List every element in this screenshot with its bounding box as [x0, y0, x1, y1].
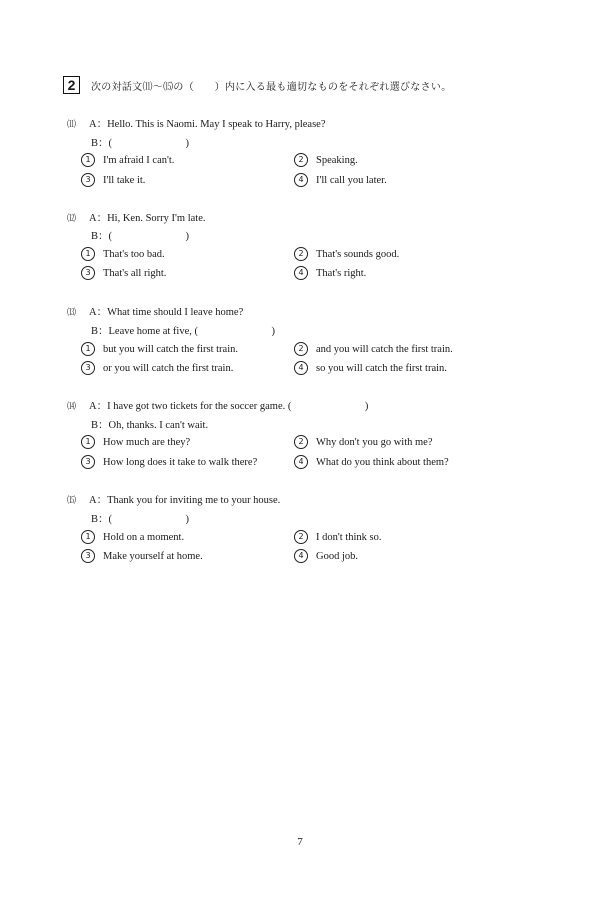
circled-number-icon: 4	[294, 173, 308, 187]
option-1	[81, 342, 238, 356]
option-text: I'll call you later.	[316, 175, 387, 186]
dialogue-line-b: B：( )	[91, 514, 189, 525]
option-text: How long does it take to walk there?	[103, 457, 258, 468]
circled-number-icon: 4	[294, 361, 308, 375]
circled-number-icon: 2	[294, 153, 308, 167]
option-text: That's all right.	[103, 268, 167, 279]
option-4	[294, 549, 358, 563]
question-number: ⒁	[67, 401, 77, 411]
option-text: How much are they?	[103, 437, 191, 448]
option-2	[294, 153, 358, 167]
question-number: ⒀	[67, 307, 77, 317]
circled-number-icon: 3	[81, 361, 95, 375]
option-4	[294, 266, 366, 280]
option-1	[81, 435, 190, 449]
circled-number-icon: 2	[294, 342, 308, 356]
circled-number-icon: 4	[294, 549, 308, 563]
dialogue-line-a: A：Hi, Ken. Sorry I'm late.	[89, 213, 206, 224]
option-1	[81, 530, 184, 544]
option-text: I don't think so.	[316, 532, 382, 543]
option-text: Speaking.	[316, 155, 358, 166]
dialogue-line-b: B：( )	[91, 231, 189, 242]
circled-number-icon: 3	[81, 173, 95, 187]
page-number: 7	[297, 836, 303, 848]
option-text: What do you think about them?	[316, 457, 449, 468]
option-3	[81, 361, 233, 375]
option-4	[294, 361, 447, 375]
circled-number-icon: 1	[81, 153, 95, 167]
circled-number-icon: 1	[81, 435, 95, 449]
option-2	[294, 247, 399, 261]
circled-number-icon: 2	[294, 530, 308, 544]
circled-number-icon: 1	[81, 342, 95, 356]
circled-number-icon: 1	[81, 530, 95, 544]
option-3	[81, 549, 203, 563]
option-2	[294, 435, 433, 449]
option-3	[81, 455, 257, 469]
option-text: or you will catch the first train.	[103, 363, 234, 374]
option-text: and you will catch the first train.	[316, 344, 453, 355]
circled-number-icon: 4	[294, 266, 308, 280]
option-2	[294, 530, 381, 544]
option-3	[81, 173, 145, 187]
option-text: Hold on a moment.	[103, 532, 185, 543]
option-text: I'll take it.	[103, 175, 146, 186]
option-text: but you will catch the first train.	[103, 344, 239, 355]
section-instruction: 次の対話文⑾〜⒂の（ ）内に入る最も適切なものをそれぞれ選びなさい。	[91, 82, 452, 93]
option-1	[81, 247, 165, 261]
dialogue-line-a: A：What time should I leave home?	[89, 307, 244, 318]
dialogue-line-b: B：Oh, thanks. I can't wait.	[91, 420, 209, 431]
question-number: ⒂	[67, 495, 77, 505]
circled-number-icon: 3	[81, 455, 95, 469]
dialogue-line-a: A：I have got two tickets for the soccer game. ( )	[89, 401, 369, 412]
option-text: That's sounds good.	[316, 249, 400, 260]
option-3	[81, 266, 166, 280]
circled-number-icon: 1	[81, 247, 95, 261]
question-number: ⑿	[67, 213, 77, 223]
dialogue-line-b: B：( )	[91, 138, 189, 149]
question-number: ⑾	[67, 119, 77, 129]
section-number-box: 2	[63, 76, 80, 94]
option-4	[294, 173, 387, 187]
option-4	[294, 455, 449, 469]
option-text: That's right.	[316, 268, 367, 279]
option-text: Why don't you go with me?	[316, 437, 433, 448]
circled-number-icon: 3	[81, 266, 95, 280]
dialogue-line-a: A：Hello. This is Naomi. May I speak to Harry, please?	[89, 119, 326, 130]
circled-number-icon: 2	[294, 435, 308, 449]
option-text: That's too bad.	[103, 249, 165, 260]
option-text: Good job.	[316, 551, 358, 562]
circled-number-icon: 2	[294, 247, 308, 261]
option-text: so you will catch the first train.	[316, 363, 447, 374]
circled-number-icon: 3	[81, 549, 95, 563]
dialogue-line-b: B：Leave home at five, ( )	[91, 326, 275, 337]
option-2	[294, 342, 453, 356]
option-text: Make yourself at home.	[103, 551, 203, 562]
option-text: I'm afraid I can't.	[103, 155, 175, 166]
option-1	[81, 153, 174, 167]
circled-number-icon: 4	[294, 455, 308, 469]
dialogue-line-a: A：Thank you for inviting me to your house.	[89, 495, 281, 506]
